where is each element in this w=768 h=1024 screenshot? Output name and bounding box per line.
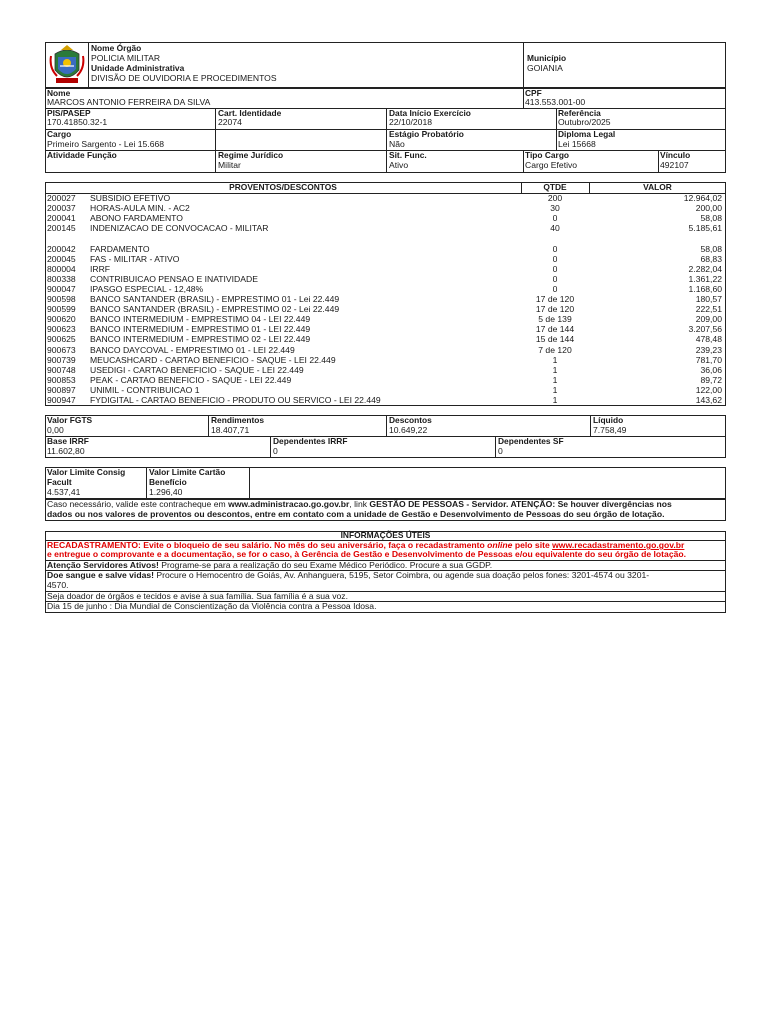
diploma-label: Diploma Legal (558, 129, 616, 139)
row-desc: HORAS-AULA MIN. - AC2 (90, 203, 190, 214)
row-code: 900047 (47, 283, 76, 294)
row-qtde: 15 de 144 (535, 334, 575, 345)
row-valor: 3.207,56 (688, 324, 722, 335)
orgaos-line: Seja doador de órgãos e tecidos e avise à sua família. Sua família é a sua voz. (47, 591, 348, 601)
row-code: 900947 (47, 395, 76, 405)
ativos-bold: Atenção Servidores Ativos! (47, 560, 159, 570)
row-qtde: 17 de 120 (535, 294, 575, 304)
recad-site-link[interactable]: www.recadastramento.go.gov.br (552, 540, 685, 550)
row-valor: 200,00 (695, 203, 722, 214)
cpf-value: 413.553.001-00 (525, 97, 586, 107)
row-qtde: 1 (552, 395, 558, 405)
row-desc: ABONO FARDAMENTO (90, 213, 183, 224)
col-header-valor: VALOR (643, 182, 672, 192)
row-valor: 58,08 (700, 213, 722, 224)
unidade-label: Unidade Administrativa (91, 63, 185, 73)
data-inicio-label: Data Início Exercício (389, 108, 471, 118)
row-valor: 2.282,04 (688, 263, 722, 274)
limite-cartao-label-2: Benefício (149, 477, 187, 487)
vinculo-value: 492107 (660, 160, 689, 170)
limite-consig-value: 4.537,41 (47, 487, 81, 497)
aviso-gestao-link[interactable]: GESTÃO DE PESSOAS - Servidor (369, 499, 507, 509)
recad-online: online (487, 540, 513, 550)
row-code: 200042 (47, 243, 76, 254)
aviso-line-2: dados ou nos valores de proventos ou descontos, entre em contato com a unidade de Gestão e Desenvolvimento de Pessoas do seu órgão de lotação. (47, 509, 665, 519)
row-desc: BANCO INTERMEDIUM - EMPRESTIMO 04 - LEI 22.449 (90, 314, 311, 325)
recad-line-2: e entregue o comprovante e a documentação, se for o caso, à Gerência de Gestão e Desenvolvimento de Pessoas e/ou equivalente do seu órgão de lotação. (47, 549, 687, 559)
row-qtde: 200 (547, 193, 563, 203)
row-qtde: 40 (550, 223, 560, 234)
limite-cartao-label: Valor Limite Cartão (149, 467, 226, 477)
row-desc: CONTRIBUICAO PENSAO E INATIVIDADE (90, 273, 258, 284)
col-header-qtde: QTDE (543, 182, 567, 192)
row-code: 200041 (47, 213, 76, 224)
sangue-text: Procure o Hemocentro de Goiás, Av. Anhanguera, 5195, Setor Coimbra, ou agende sua doação pelos fones: 3201-4574 ou 3201- (154, 570, 650, 580)
row-valor: 180,57 (695, 294, 722, 304)
row-valor: 781,70 (695, 354, 722, 365)
orgao-value: POLICIA MILITAR (91, 53, 161, 63)
pis-label: PIS/PASEP (47, 108, 91, 118)
row-code: 900897 (47, 384, 76, 395)
row-qtde: 1 (552, 384, 558, 395)
descontos-value: 10.649,22 (389, 425, 428, 435)
row-desc: FAS - MILITAR - ATIVO (90, 253, 180, 264)
row-qtde: 1 (552, 354, 558, 365)
row-desc: BANCO SANTANDER (BRASIL) - EMPRESTIMO 01 - Lei 22.449 (90, 294, 340, 304)
row-code: 900748 (47, 364, 76, 375)
estagio-label: Estágio Probatório (389, 129, 464, 139)
diploma-value: Lei 15668 (558, 139, 596, 149)
orgao-label: Nome Órgão (91, 43, 142, 53)
row-qtde: 5 de 139 (538, 314, 572, 325)
cargo-value: Primeiro Sargento - Lei 15.668 (47, 139, 165, 149)
row-desc: INDENIZACAO DE CONVOCACAO - MILITAR (90, 223, 269, 234)
regime-label: Regime Jurídico (218, 150, 284, 160)
rendimentos-value: 18.407,71 (211, 425, 250, 435)
fgts-label: Valor FGTS (47, 415, 93, 425)
row-desc: UNIMIL - CONTRIBUICAO 1 (90, 384, 200, 395)
row-qtde: 17 de 144 (535, 324, 575, 335)
atividade-label: Atividade Função (47, 150, 117, 160)
row-code: 200027 (47, 193, 76, 203)
row-desc: USEDIGI - CARTAO BENEFICIO - SAQUE - LEI 22.449 (90, 364, 304, 375)
cpf-label: CPF (525, 88, 542, 98)
row-qtde: 0 (552, 243, 558, 254)
tipo-cargo-value: Cargo Efetivo (525, 160, 578, 170)
row-qtde: 7 de 120 (538, 344, 572, 355)
row-desc: MEUCASHCARD - CARTAO BENEFICIO - SAQUE - LEI 22.449 (90, 354, 336, 365)
nome-value: MARCOS ANTONIO FERREIRA DA SILVA (47, 97, 211, 107)
row-desc: BANCO INTERMEDIUM - EMPRESTIMO 02 - LEI 22.449 (90, 334, 311, 345)
row-qtde: 30 (550, 203, 560, 214)
row-qtde: 0 (552, 273, 558, 284)
row-code: 900673 (47, 344, 76, 355)
col-header-desc: PROVENTOS/DESCONTOS (229, 182, 337, 192)
row-valor: 36,06 (700, 364, 722, 375)
recad-text-1: RECADASTRAMENTO: Evite o bloqueio de seu salário. No mês do seu aniversário, faça o recadastramento (47, 540, 488, 550)
row-code: 900739 (47, 354, 76, 365)
row-desc: BANCO INTERMEDIUM - EMPRESTIMO 01 - LEI 22.449 (90, 324, 311, 335)
row-qtde: 0 (552, 263, 558, 274)
row-desc: SUBSIDIO EFETIVO (90, 193, 171, 203)
tipo-cargo-label: Tipo Cargo (525, 150, 570, 160)
municipio-label: Município (527, 53, 567, 63)
dep-irrf-value: 0 (273, 446, 278, 456)
sangue-bold: Doe sangue e salve vidas! (47, 570, 154, 580)
junho-line: Dia 15 de junho : Dia Mundial de Conscientização da Violência contra a Pessoa Idosa. (47, 601, 377, 611)
aviso-site-link[interactable]: www.administracao.go.gov.br (228, 499, 350, 509)
row-desc: IRRF (90, 263, 111, 274)
dep-irrf-label: Dependentes IRRF (273, 436, 348, 446)
row-valor: 1.168,60 (688, 283, 722, 294)
sangue-line (47, 571, 649, 580)
limite-consig-label: Valor Limite Consig (47, 467, 126, 477)
row-valor: 89,72 (700, 374, 722, 385)
row-valor: 122,00 (695, 384, 722, 395)
row-desc: FARDAMENTO (90, 243, 150, 254)
row-valor: 222,51 (695, 304, 722, 315)
row-valor: 68,83 (700, 253, 722, 264)
row-valor: 209,00 (695, 314, 722, 325)
descontos-label: Descontos (389, 415, 432, 425)
row-code: 800004 (47, 263, 76, 274)
limite-consig-label-2: Facult (47, 477, 72, 487)
row-qtde: 0 (552, 213, 558, 224)
row-code: 900853 (47, 374, 76, 385)
row-valor: 5.185,61 (688, 223, 722, 234)
row-valor: 143,62 (695, 395, 722, 405)
sit-func-value: Ativo (389, 160, 409, 170)
sit-func-label: Sit. Func. (389, 150, 427, 160)
row-code: 900599 (47, 304, 76, 315)
aviso-text-3: . ATENÇÃO: Se houver divergências nos (506, 499, 672, 509)
dep-sf-value: 0 (498, 446, 503, 456)
rendimentos-label: Rendimentos (211, 415, 265, 425)
liquido-label: Líquido (593, 415, 624, 425)
row-qtde: 0 (552, 283, 558, 294)
row-qtde: 1 (552, 364, 558, 375)
row-code: 200037 (47, 203, 76, 214)
sangue-line-2: 4570. (47, 580, 69, 590)
fgts-value: 0,00 (47, 425, 64, 435)
row-code: 200045 (47, 253, 76, 264)
ativos-text: Programe-se para a realização do seu Exame Médico Periódico. Procure a sua GGDP. (158, 560, 493, 570)
row-qtde: 1 (552, 374, 558, 385)
row-desc: BANCO DAYCOVAL - EMPRESTIMO 01 - LEI 22.449 (90, 344, 295, 355)
row-code: 900625 (47, 334, 76, 345)
base-irrf-value: 11.602,80 (47, 446, 85, 456)
pis-value: 170.41850.32-1 (47, 117, 108, 127)
aviso-line-1 (47, 500, 672, 509)
row-valor: 239,23 (695, 344, 722, 355)
row-qtde: 0 (552, 253, 558, 264)
row-valor: 1.361,22 (688, 273, 722, 284)
referencia-label: Referência (558, 108, 601, 118)
data-inicio-value: 22/10/2018 (389, 117, 433, 127)
row-code: 900623 (47, 324, 76, 335)
row-valor: 478,48 (695, 334, 722, 345)
unidade-value: DIVISÃO DE OUVIDORIA E PROCEDIMENTOS (91, 73, 277, 83)
recad-text-2: pelo site (512, 540, 553, 550)
vinculo-label: Vínculo (660, 150, 691, 160)
aviso-text-2: , link (349, 499, 370, 509)
limite-cartao-value: 1.296,40 (149, 487, 183, 497)
row-valor: 12.964,02 (683, 193, 722, 203)
liquido-value: 7.758,49 (593, 425, 627, 435)
cargo-label: Cargo (47, 129, 72, 139)
aviso-text-1: Caso necessário, valide este contracheque em (47, 499, 229, 509)
ativos-line (47, 561, 492, 570)
row-code: 200145 (47, 223, 76, 234)
row-desc: PEAK - CARTAO BENEFICIO - SAQUE - LEI 22.449 (90, 374, 292, 385)
municipio-value: GOIANIA (527, 63, 563, 73)
row-desc: FYDIGITAL - CARTAO BENEFICIO - PRODUTO OU SERVICO - LEI 22.449 (90, 395, 381, 405)
limites-box (45, 467, 726, 499)
base-irrf-label: Base IRRF (47, 436, 89, 446)
estagio-value: Não (389, 139, 405, 149)
row-qtde: 17 de 120 (535, 304, 575, 315)
identidade-label: Cart. Identidade (218, 108, 282, 118)
nome-label: Nome (47, 88, 71, 98)
dep-sf-label: Dependentes SF (498, 436, 564, 446)
row-desc: BANCO SANTANDER (BRASIL) - EMPRESTIMO 02 - Lei 22.449 (90, 304, 340, 315)
row-valor: 58,08 (700, 243, 722, 254)
coat-of-arms-logo (48, 44, 86, 86)
info-title: INFORMAÇÕES ÚTEIS (340, 530, 431, 540)
referencia-value: Outubro/2025 (558, 117, 611, 127)
row-code: 800338 (47, 273, 76, 284)
row-code: 900598 (47, 294, 76, 304)
regime-value: Militar (218, 160, 241, 170)
row-desc: IPASGO ESPECIAL - 12,48% (90, 283, 204, 294)
row-code: 900620 (47, 314, 76, 325)
identidade-value: 22074 (218, 117, 242, 127)
